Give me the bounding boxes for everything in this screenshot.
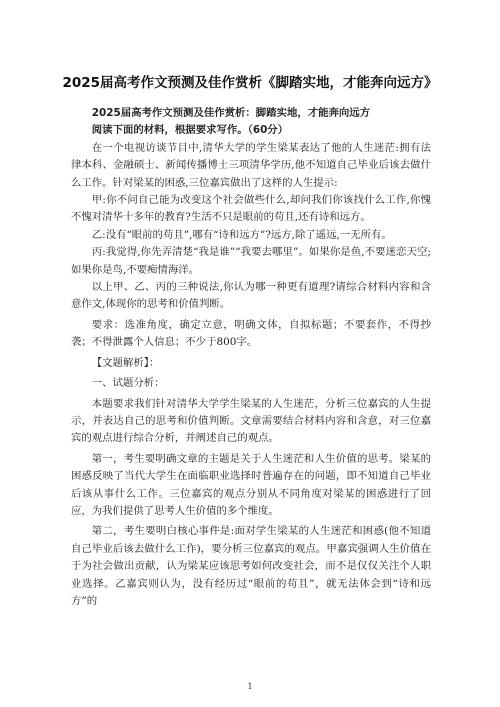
page-number: 1 [247,682,253,691]
paragraph: 要求：选准角度，确定立意，明确文体，自拟标题；不要套作，不得抄袭；不得泄露个人信息；不少于800字。 [71,318,431,349]
paragraph: 丙:我觉得,你先弄清楚“我是谁”“我要去哪里”。如果你是鱼,不要迷恋天空;如果你是鸟,不要痴情海洋。 [71,246,431,276]
paragraph: 第二，考生要明白核心事件是:面对学生梁某的人生迷茫和困惑(他不知道自己毕业后该去做什么工作)，要分析三位嘉宾的观点。甲嘉宾强调人生价值在于为社会做出贡献，认为梁某应该思考如何改变社会，而不是仅仅关注个人职业选择。乙嘉宾则认为，没有经历过“眼前的苟且”，就无法体会到“诗和远方”的 [71,525,431,607]
paragraph: 第一，考生要明确文章的主题是关于人生迷茫和人生价值的思考。梁某的困惑反映了当代大学生在面临职业选择时普遍存在的问题，即不知道自己毕业后该从事什么工作。三位嘉宾的观点分别从不同角度对梁某的困惑进行了回应，为我们提供了思考人生价值的多个维度。 [71,452,431,517]
document-body [71,105,431,610]
paragraph: 在一个电视访谈节目中,清华大学的学生梁某表达了他的人生迷茫:拥有法律本科、金融硕士、新闻传播博士三项清华学历,他不知道自己毕业后该去做什么工作。针对梁某的困惑,三位嘉宾做出了这样的人生提示: [71,141,431,189]
paragraph: 阅读下面的材料，根据要求写作。（60分） [91,124,289,137]
paragraph: 本题要求我们针对清华大学学生梁某的人生迷茫，分析三位嘉宾的人生提示，并表达自己的思考和价值判断。文章需要结合材料内容和含意，对三位嘉宾的观点进行综合分析，并阐述自己的观点。 [71,397,431,445]
paragraph: 一、试题分析： [91,377,165,390]
document-title: 2025届高考作文预测及佳作赏析《脚踏实地，才能奔向远方》 [62,75,438,91]
paragraph: 2025届高考作文预测及佳作赏析：脚踏实地，才能奔向远方 [91,107,371,119]
paragraph: 乙:没有“眼前的苟且”,哪有“诗和远方”?远方,除了遥远,一无所有。 [91,228,392,241]
paragraph: 以上甲、乙、丙的三种说法,你认为哪一种更有道理?请综合材料内容和含意作文,体现你的思考和价值判断。 [71,281,431,311]
paragraph: 【文题解析】： [91,356,160,369]
paragraph: 甲:你不问自己能为改变这个社会做些什么,却问我们你该找什么工作,你愧不愧对清华十多年的教育?生活不只是眼前的苟且,还有诗和远方。 [71,194,431,224]
